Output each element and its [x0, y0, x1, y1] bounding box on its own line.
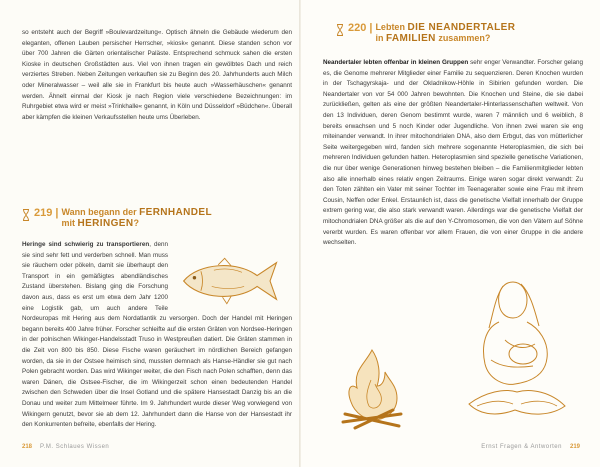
footer-brand: P.M. Schlaues Wissen — [40, 444, 110, 450]
page-number: 218 — [22, 444, 33, 450]
question-separator: | — [55, 207, 59, 219]
fish-illustration — [174, 254, 284, 308]
question-separator: | — [369, 22, 373, 34]
answer-body: sehr enger Verwandter. Forscher gelang es, die Genome mehrerer Mitglieder einer Familie zu sequenzieren. Deren Knochen wurden in der Tschagyrskaja- und der Okladnikow-Höhle in Sibirien gefunden worden. Die Neandertaler von vor 54 000 Jahren bewohnten. Die Knochen und Steine, die sie dabei zurückließen, gelten als eine der größten Neandertaler-Hinterlassenschaften weltweit. Von den 13 Individuen, deren Genom bestimmt wurde, waren 7 männlich und 6 weiblich, 8 bereits erwachsen und 5 noch Kinder oder Jugendliche. Von ihnen zwei waren sie eng miteinander verwandt. In ihrer mitochondrialen DNA, also dem Erbgut, das von mütterlicher Seite weitergegeben wird, fanden sich mehrere sogenannte Heteroplasmien, die sich bei mehreren Individuen gefunden hatten. Heteroplasmien sind spezielle genetische Variationen, die nur über wenige Generationen hinweg bestehen bleiben – die Familienmitglieder lebten also alle innerhalb eines relativ engen Zeitraums. Einige waren sogar direkt verwandt: Zu den Toten zählten ein Vater mit seiner Tochter im Teenageralter sowie eine Frau mit ihrem Cousin, Neffen oder Enkel. Erstaunlich ist, dass die genetische Vielfalt innerhalb der Gruppe extrem gering war, die also stark verwandt waren. Allerdings war die genetische Vielfalt der mitochondrialen DNA größer als die auf den Y-Chromosomen, die von den Vätern auf Söhne vererbt wurden. Es waren offenbar vor allem Frauen, die von einer Gruppe in die andere wechselten. — [323, 59, 583, 247]
left-page — [0, 0, 299, 467]
left-footer — [22, 444, 109, 450]
answer-lead: Neandertaler lebten offenbar in kleinen Gruppen — [323, 59, 469, 66]
answer-body-2: schleifte auf die ersten Gräten von Nordsee-Heringen in der polnischen Wikinger-Handelsstadt Truso in Westpreußen datiert. Die Gräten stammen in die Zeit von 800 bis 850. Diese Fische waren geräuchert im nördlichen Bereich gefangen worden, da sie in der Ostsee heimisch sind, mussten demnach als Hanse-Händler sie gut nach Polen gebracht worden. Das wird Wikinger weiter, die den Fisch nach Polen schafften, denn das waren Dänen, die Ostsee-Fischer, die im Wikingerzeit schon einen bedeutenden Handel zwischen den Schweden über die Insel Gotland und die spätere Hansestadt Danzig bis an die Donau und weiter zum Mittelmeer führte. Im 9. Jahrhundert wurde dieser Weg vorwiegend von Wikingern genutzt, bevor sie ab dem 12. Jahrhundert dann die Hanse von der Hansestadt ihr den Konkurrenten befreite, ebenfalls der Hering. — [22, 325, 293, 429]
left-paragraph-top: so entsteht auch der Begriff »Boulevardzeitung«. Optisch ähneln die Gebäude wiederum den eleganten, offenen Lauben persischer Herrscher, »kiosk« genannt. Diese standen schon vor über 700 Jahren die Gärten orientalischer Paläste. Entsprechend schmuck sahen die ersten Kioske in deutschen Großstädten aus. Viel von ihnen tragen ein gewölbtes Dach und reich verziertes Streben. Neben Zeitungen verkauften sie zu Beginn des 20. Jahrhunderts auch Milch oder Mineralwasser – weil alle sie in Frankfurt bis heute auch »Wasserhäuschen« genannt werden. Ähnelt einmal der Kiosk je nach Region viele verschiedene Bezeichnungen: im Ruhrgebiet etwa wird er meist »Trinkhalle« genannt, in Köln und Düsseldorf »Büdchen«. Überall aber kämpfen die kleinen Verkaufsstellen heute ums Überleben. — [22, 29, 292, 121]
hourglass-icon — [336, 24, 344, 36]
campfire-illustration — [335, 340, 410, 430]
answer-lead: Heringe sind schwierig zu transportieren — [22, 241, 150, 248]
question-219-heading — [22, 203, 292, 233]
question-number: 219 — [34, 207, 53, 219]
answer-219 — [22, 240, 292, 431]
right-footer — [481, 444, 580, 450]
mother-child-illustration — [455, 268, 575, 428]
question-text: Lebten DIE NEANDERTALER in FAMILIEN zusammen? — [375, 22, 516, 44]
question-220-heading — [336, 22, 576, 44]
answer-220 — [323, 58, 583, 249]
hourglass-icon — [22, 209, 30, 221]
answer-body-1: , denn sie sind sehr fett und verderben schnell. Man muss sie räuchern oder pökeln, damit sie überhaupt den Transport in ein gemäßigtes abendländisches Zustand überstehen. Bislang ging die Forschung davon aus, dass es erst um etwa dem Jahr 1200 eine Logistik gab, um auch andere Teile Nordeuropas mit Hering aus dem Nordatlantik zu versorgen. Doch der Handel mit Heringen begann bereits 400 Jahre früher. Forscher — [22, 241, 292, 333]
page-number: 219 — [569, 444, 580, 450]
question-number: 220 — [348, 22, 367, 34]
footer-brand: Ernst Fragen & Antworten — [481, 444, 562, 450]
question-text: Wann begann der FERNHANDEL mit HERINGEN? — [61, 207, 212, 229]
